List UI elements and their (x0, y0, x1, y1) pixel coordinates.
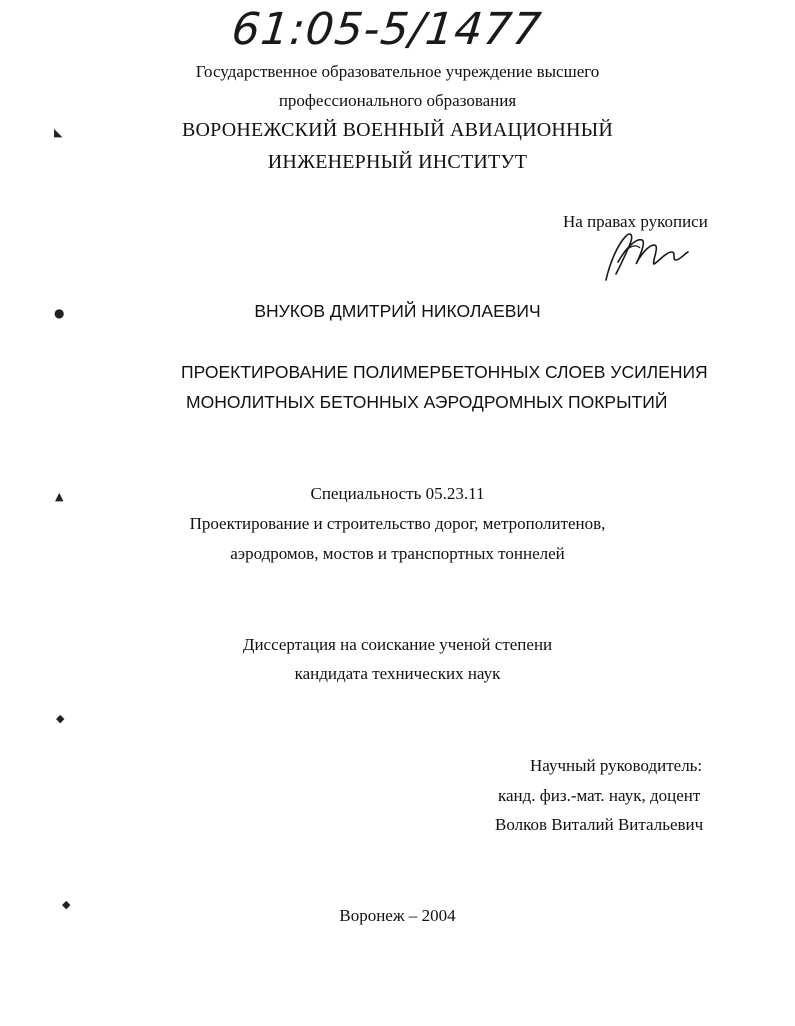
margin-scan-mark: ◣ (54, 126, 63, 139)
institution-line-1: Государственное образовательное учреждение высшего (195, 62, 600, 81)
supervisor-name: Волков Виталий Витальевич (495, 815, 704, 834)
city-year: Воронеж – 2004 (339, 906, 456, 925)
specialty-description-line-1: Проектирование и строительство дорог, метрополитенов, (189, 514, 606, 533)
supervisor-label: Научный руководитель: (530, 756, 703, 775)
institution-name-line-2: ИНЖЕНЕРНЫЙ ИНСТИТУТ (267, 151, 528, 173)
handwritten-archive-code: 61:05-5/1477 (229, 4, 545, 55)
margin-scan-mark: ◆ (56, 712, 65, 725)
degree-line-2: кандидата технических наук (294, 664, 501, 683)
supervisor-rank: канд. физ.-мат. наук, доцент (498, 786, 701, 805)
specialty-code: Специальность 05.23.11 (310, 484, 485, 503)
institution-name-line-1: ВОРОНЕЖСКИЙ ВОЕННЫЙ АВИАЦИОННЫЙ (182, 119, 613, 141)
margin-scan-mark: ◆ (62, 898, 71, 911)
margin-scan-mark: ● (54, 306, 65, 320)
author-signature (596, 222, 692, 288)
institution-line-2: профессионального образования (278, 91, 517, 110)
author-name: ВНУКОВ ДМИТРИЙ НИКОЛАЕВИЧ (254, 301, 541, 321)
rights-note: На правах рукописи (563, 212, 708, 231)
dissertation-title-line-1: ПРОЕКТИРОВАНИЕ ПОЛИМЕРБЕТОННЫХ СЛОЕВ УСИЛЕНИЯ (181, 362, 708, 382)
specialty-description-line-2: аэродромов, мостов и транспортных тоннелей (230, 544, 565, 563)
dissertation-title-line-2: МОНОЛИТНЫХ БЕТОННЫХ АЭРОДРОМНЫХ ПОКРЫТИЙ (186, 392, 668, 412)
margin-scan-mark: ▲ (55, 490, 64, 503)
degree-line-1: Диссертация на соискание ученой степени (242, 635, 553, 654)
